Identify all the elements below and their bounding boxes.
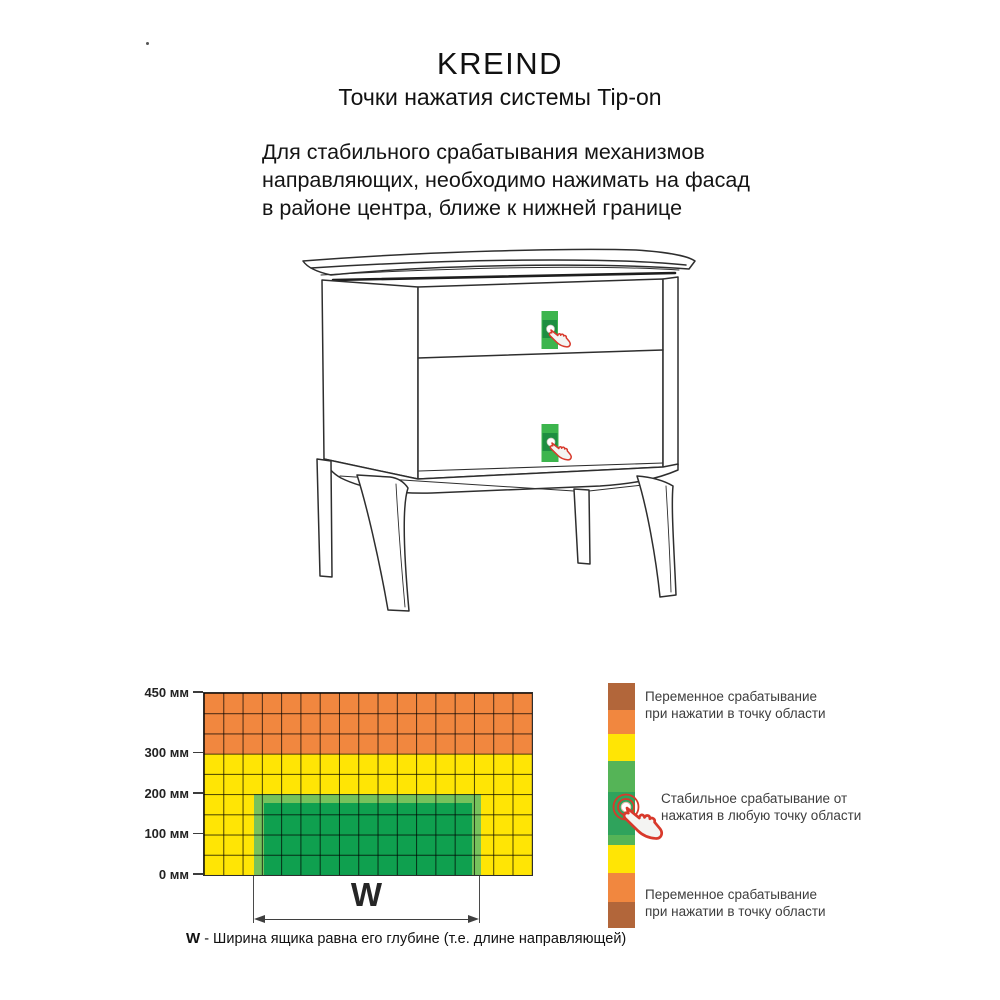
grid-lines xyxy=(204,693,532,875)
tick-dash xyxy=(193,691,203,693)
nightstand-left-side xyxy=(322,280,418,479)
width-caption-symbol: W xyxy=(186,930,201,947)
width-dimension-label: W xyxy=(350,876,383,913)
intro-line: Для стабильного срабатывания механизмов xyxy=(262,140,705,164)
y-tick-label: 450 мм xyxy=(144,684,189,700)
y-tick-200 xyxy=(100,785,203,801)
dimension-line xyxy=(263,919,470,920)
nightstand-drawing xyxy=(225,240,765,630)
y-tick-300 xyxy=(100,745,203,761)
legend-entry-line: Переменное срабатывание xyxy=(645,689,818,704)
y-tick-100 xyxy=(100,826,203,842)
legend-bar-segment xyxy=(608,710,635,734)
intro-line: в районе центра, ближе к нижней границе xyxy=(262,196,683,220)
y-tick-label: 100 мм xyxy=(144,826,189,842)
legend-bar-segment xyxy=(608,873,635,902)
legend-bar-segment xyxy=(608,683,635,710)
legend-bar-segment xyxy=(608,734,635,761)
width-caption xyxy=(186,930,626,947)
arrowhead-right-icon xyxy=(468,915,479,923)
nightstand-right-stile xyxy=(663,277,678,467)
stray-dot xyxy=(146,42,149,45)
legend-bar-segment xyxy=(608,902,635,928)
y-tick-450 xyxy=(100,684,203,700)
legend-entry-line: нажатия в любую точку области xyxy=(661,807,862,823)
tick-dash xyxy=(193,833,203,835)
nightstand-leg xyxy=(574,489,590,564)
y-tick-label: 0 мм xyxy=(158,866,189,882)
legend-entry-stable xyxy=(661,791,861,824)
page-subtitle: Точки нажатия системы Tip-on xyxy=(338,84,662,110)
nightstand-drawer-front xyxy=(418,279,663,479)
nightstand-leg xyxy=(317,459,332,577)
y-tick-0 xyxy=(100,866,203,882)
legend-entry-variable-bottom xyxy=(645,887,826,920)
tick-dash xyxy=(193,792,203,794)
legend-entry-line: при нажатии в точку области xyxy=(645,705,826,721)
tick-dash xyxy=(193,752,203,754)
press-hand-icon xyxy=(624,808,662,838)
page-title: KREIND xyxy=(436,46,564,81)
legend-entry-line: при нажатии в точку области xyxy=(645,903,826,919)
y-tick-label: 200 мм xyxy=(144,785,189,801)
nightstand-leg xyxy=(357,475,409,611)
y-tick-label: 300 мм xyxy=(144,745,189,761)
press-zone-chart xyxy=(203,692,533,876)
legend-entry-variable-top xyxy=(645,689,826,722)
width-caption-text: - Ширина ящика равна его глубине (т.е. длине направляющей) xyxy=(200,931,627,947)
intro-paragraph xyxy=(262,138,782,222)
legend-entry-line: Стабильное срабатывание от xyxy=(661,791,848,806)
legend-entry-line: Переменное срабатывание xyxy=(645,887,818,902)
tick-dash xyxy=(193,873,203,875)
dimension-arrow xyxy=(254,915,479,924)
intro-line: направляющих, необходимо нажимать на фасад xyxy=(262,168,750,192)
